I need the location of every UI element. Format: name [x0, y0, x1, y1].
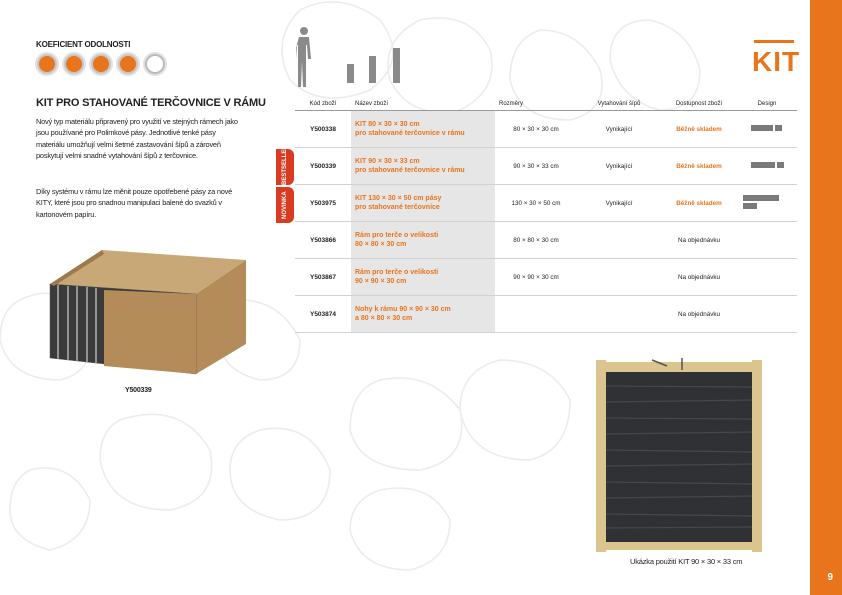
row-dimensions: 80 × 80 × 30 cm [495, 222, 577, 259]
person-silhouette-icon [296, 26, 312, 88]
product-title: KIT PRO STAHOVANÉ TERČOVNICE V RÁMU [36, 97, 266, 109]
row-dimensions: 80 × 30 × 30 cm [495, 111, 577, 148]
row-name [351, 148, 495, 185]
row-name [351, 296, 495, 333]
header-arrow-extraction: Vytahování šípů [577, 97, 661, 111]
row-name-line1: Rám pro terče o velikosti [355, 269, 439, 276]
row-code: Y500338 [295, 111, 351, 148]
new-badge: NOVINKA [276, 187, 294, 223]
row-design [737, 259, 797, 296]
bestseller-badge: BESTSELLER [276, 149, 294, 185]
design-swatch [751, 125, 773, 131]
design-swatch [743, 203, 757, 209]
bar-scale-icon [345, 46, 405, 86]
row-code: Y503867 [295, 259, 351, 296]
row-availability: Na objednávku [661, 296, 737, 333]
row-performance [577, 296, 661, 333]
row-code: Y503874 [295, 296, 351, 333]
header-design: Design [737, 97, 797, 111]
table-row [295, 259, 797, 296]
row-name-line2: pro stahované terčovnice v rámu [355, 167, 465, 174]
design-swatch [777, 162, 784, 168]
coefficient-dot-filled [37, 54, 57, 74]
row-name-line1: KIT 80 × 30 × 30 cm [355, 121, 420, 128]
row-performance: Vynikající [577, 148, 661, 185]
row-performance: Vynikající [577, 185, 661, 222]
row-name-line1: KIT 130 × 30 × 50 cm pásy [355, 195, 442, 202]
design-swatch [751, 162, 775, 168]
header-name: Název zboží [351, 97, 495, 111]
row-availability: Běžně skladem [661, 148, 737, 185]
product-table [295, 97, 797, 333]
row-name [351, 185, 495, 222]
row-name-line2: pro stahované terčovnice v rámu [355, 130, 465, 137]
row-code: Y500339 [295, 148, 351, 185]
coefficient-dot-filled [91, 54, 111, 74]
row-dimensions: 90 × 30 × 33 cm [495, 148, 577, 185]
product-box-image [46, 246, 256, 380]
row-availability: Běžně skladem [661, 185, 737, 222]
section-title-bar [754, 40, 794, 43]
section-strip [810, 0, 842, 595]
header-code: Kód zboží [295, 97, 351, 111]
row-availability: Na objednávku [661, 222, 737, 259]
row-availability: Na objednávku [661, 259, 737, 296]
row-design [737, 111, 797, 148]
design-swatch [775, 125, 782, 131]
row-name-line2: a 80 × 80 × 30 cm [355, 315, 413, 322]
row-dimensions [495, 296, 577, 333]
row-code: Y503866 [295, 222, 351, 259]
table-header-row [295, 97, 797, 111]
row-dimensions: 130 × 30 × 50 cm [495, 185, 577, 222]
row-name-line2: 80 × 80 × 30 cm [355, 241, 407, 248]
row-name [351, 111, 495, 148]
design-swatch [743, 195, 779, 201]
product-description: Nový typ materiálu připravený pro využití ve stejných rámech jako jsou používané pro Polimkové pásy. Jednotlivé tenké pásy materiálu umožňují velmi šetrné zastavování šípů a zároveň poskytují velmi snadné vytahování šípů z terčovnice. [36, 117, 238, 160]
table-row [295, 296, 797, 333]
table-row [295, 222, 797, 259]
photo-caption: Ukázka použití KIT 90 × 30 × 33 cm [630, 557, 743, 566]
row-name-line1: Nohy k rámu 90 × 90 × 30 cm [355, 306, 451, 313]
row-availability: Běžně skladem [661, 111, 737, 148]
table-row [295, 185, 797, 222]
coefficient-dot-empty [145, 54, 165, 74]
section-title: KIT [752, 46, 801, 77]
header-dimensions: Rozměry [495, 97, 577, 111]
row-design [737, 222, 797, 259]
row-design [737, 185, 797, 222]
row-name-line2: pro stahované terčovnice [355, 204, 440, 211]
row-design [737, 296, 797, 333]
coefficient-dot-filled [64, 54, 84, 74]
row-name [351, 259, 495, 296]
coefficient-label: KOEFICIENT ODOLNOSTI [36, 40, 131, 49]
row-design [737, 148, 797, 185]
row-performance [577, 222, 661, 259]
row-code: Y503975 [295, 185, 351, 222]
product-box-caption: Y500339 [125, 387, 152, 394]
row-name-line1: Rám pro terče o velikosti [355, 232, 439, 239]
row-name-line1: KIT 90 × 30 × 33 cm [355, 158, 420, 165]
table-row [295, 111, 797, 148]
table-row [295, 148, 797, 185]
header-availability: Dostupnost zboží [661, 97, 737, 111]
row-performance: Vynikající [577, 111, 661, 148]
row-name-line2: 90 × 90 × 30 cm [355, 278, 407, 285]
row-performance [577, 259, 661, 296]
target-frame-photo [592, 356, 768, 554]
coefficient-dot-filled [118, 54, 138, 74]
page-number: 9 [827, 572, 833, 583]
product-description-2: Díky systému v rámu lze měnit pouze opotřebené pásy za nové KITY, které jsou pro snadnou manipulaci balené do svazků v kartonovém papíru. [36, 187, 233, 219]
row-name [351, 222, 495, 259]
row-dimensions: 90 × 90 × 30 cm [495, 259, 577, 296]
